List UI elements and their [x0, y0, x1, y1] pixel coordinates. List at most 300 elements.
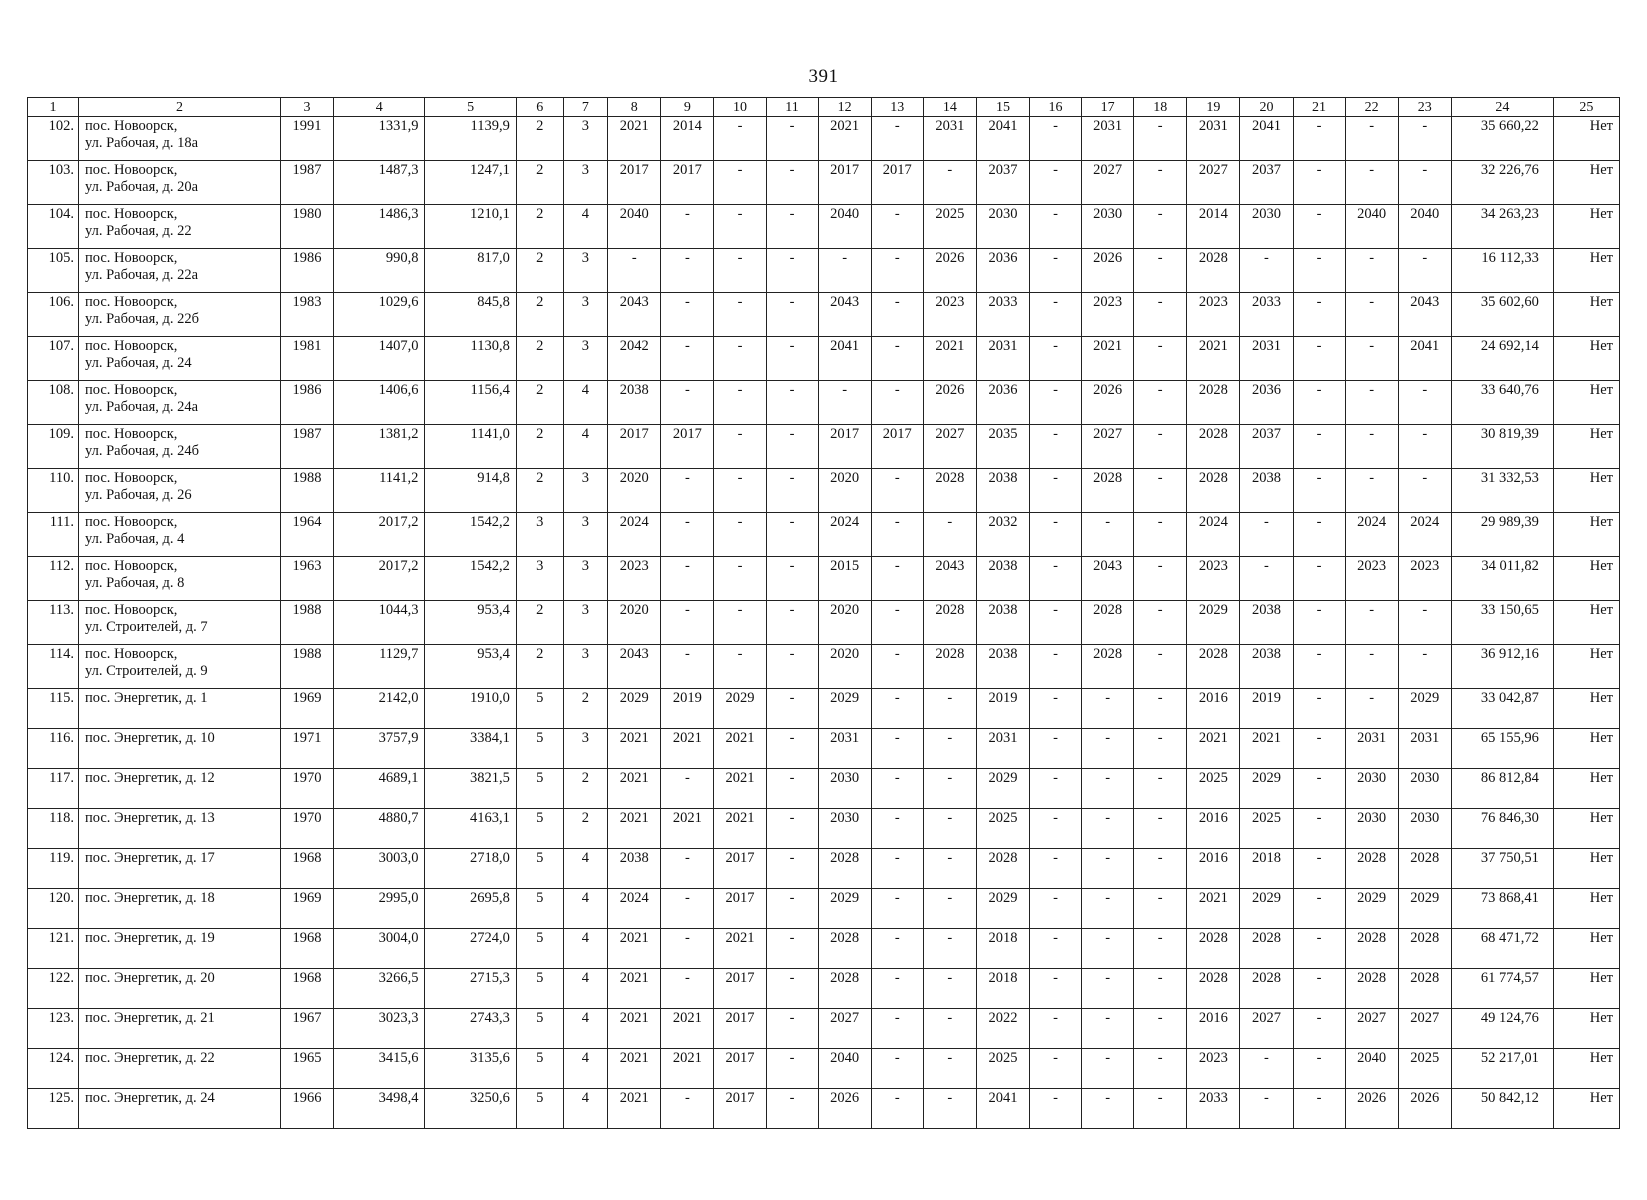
- table-cell: -: [871, 729, 923, 769]
- table-cell: 2037: [976, 161, 1029, 205]
- table-cell: -: [766, 969, 818, 1009]
- table-cell: 111.: [28, 513, 79, 557]
- table-cell: 3: [563, 729, 608, 769]
- table-cell: 2028: [1082, 601, 1134, 645]
- table-row: [28, 469, 1620, 513]
- table-cell: -: [1293, 889, 1345, 929]
- table-cell: пос. Энергетик, д. 19: [79, 929, 281, 969]
- table-cell: -: [1134, 337, 1187, 381]
- table-cell: 1141,2: [334, 469, 425, 513]
- table-cell: 2017: [714, 889, 766, 929]
- table-cell: 2019: [976, 689, 1029, 729]
- table-cell: 119.: [28, 849, 79, 889]
- table-cell: 1991: [280, 117, 333, 161]
- table-cell: 1156,4: [425, 381, 516, 425]
- table-cell: -: [923, 161, 976, 205]
- table-cell: Нет: [1553, 557, 1619, 601]
- table-cell: 817,0: [425, 249, 516, 293]
- table-cell: -: [1134, 1089, 1187, 1129]
- table-cell: Нет: [1553, 969, 1619, 1009]
- table-cell: 1406,6: [334, 381, 425, 425]
- table-cell: 2038: [1240, 601, 1293, 645]
- column-number: 11: [766, 98, 818, 117]
- table-cell: -: [1030, 205, 1082, 249]
- table-cell: 2028: [1082, 469, 1134, 513]
- table-cell: 4689,1: [334, 769, 425, 809]
- table-cell: -: [661, 469, 714, 513]
- table-cell: -: [1398, 161, 1451, 205]
- table-cell: пос. Энергетик, д. 10: [79, 729, 281, 769]
- table-cell: 2021: [608, 729, 661, 769]
- table-cell: Нет: [1553, 769, 1619, 809]
- table-cell: 2695,8: [425, 889, 516, 929]
- table-cell: -: [923, 769, 976, 809]
- table-cell: -: [1293, 249, 1345, 293]
- table-cell: 52 217,01: [1451, 1049, 1553, 1089]
- table-cell: 2038: [1240, 469, 1293, 513]
- table-cell: 2026: [818, 1089, 871, 1129]
- table-cell: -: [1293, 1009, 1345, 1049]
- table-cell: 2030: [1345, 769, 1398, 809]
- table-cell: 3: [563, 601, 608, 645]
- table-cell: -: [1030, 161, 1082, 205]
- table-cell: 990,8: [334, 249, 425, 293]
- table-cell: -: [871, 1009, 923, 1049]
- table-row: [28, 689, 1620, 729]
- table-cell: 2028: [1187, 929, 1240, 969]
- table-cell: 2019: [661, 689, 714, 729]
- table-cell: пос. Энергетик, д. 17: [79, 849, 281, 889]
- table-cell: 2030: [818, 769, 871, 809]
- table-cell: 2038: [1240, 645, 1293, 689]
- table-cell: -: [1134, 469, 1187, 513]
- table-cell: 5: [516, 689, 563, 729]
- table-cell: 2027: [923, 425, 976, 469]
- table-cell: -: [661, 337, 714, 381]
- table-cell: 73 868,41: [1451, 889, 1553, 929]
- table-cell: 118.: [28, 809, 79, 849]
- table-cell: 2026: [1398, 1089, 1451, 1129]
- table-cell: 2020: [818, 469, 871, 513]
- table-cell: 3: [563, 513, 608, 557]
- table-cell: 2027: [1240, 1009, 1293, 1049]
- table-cell: 2028: [923, 469, 976, 513]
- table-cell: Нет: [1553, 161, 1619, 205]
- table-cell: 2014: [1187, 205, 1240, 249]
- table-cell: -: [1345, 645, 1398, 689]
- table-cell: 2025: [976, 809, 1029, 849]
- column-number: 15: [976, 98, 1029, 117]
- table-cell: -: [1293, 425, 1345, 469]
- table-cell: 5: [516, 849, 563, 889]
- table-cell: пос. Новоорск, ул. Строителей, д. 7: [79, 601, 281, 645]
- table-cell: 2017: [608, 161, 661, 205]
- table-cell: -: [1240, 557, 1293, 601]
- table-cell: 31 332,53: [1451, 469, 1553, 513]
- table-cell: -: [1134, 249, 1187, 293]
- table-cell: -: [871, 337, 923, 381]
- table-cell: 33 042,87: [1451, 689, 1553, 729]
- table-cell: -: [1293, 729, 1345, 769]
- table-cell: -: [1293, 117, 1345, 161]
- table-cell: 2026: [923, 381, 976, 425]
- table-cell: -: [766, 513, 818, 557]
- table-cell: пос. Энергетик, д. 24: [79, 1089, 281, 1129]
- table-cell: 2025: [1187, 769, 1240, 809]
- table-cell: 2017: [714, 1089, 766, 1129]
- table-cell: 1966: [280, 1089, 333, 1129]
- table-cell: -: [871, 293, 923, 337]
- table-cell: -: [923, 1009, 976, 1049]
- table-cell: -: [1345, 469, 1398, 513]
- column-number: 22: [1345, 98, 1398, 117]
- table-cell: 2025: [976, 1049, 1029, 1089]
- table-cell: -: [714, 381, 766, 425]
- table-cell: 3: [563, 293, 608, 337]
- table-cell: 124.: [28, 1049, 79, 1089]
- table-cell: 5: [516, 769, 563, 809]
- table-cell: -: [871, 1049, 923, 1089]
- table-cell: 1980: [280, 205, 333, 249]
- table-cell: -: [871, 381, 923, 425]
- table-cell: -: [766, 809, 818, 849]
- table-cell: 2031: [976, 729, 1029, 769]
- column-number: 6: [516, 98, 563, 117]
- table-cell: -: [1240, 1049, 1293, 1089]
- table-cell: -: [661, 381, 714, 425]
- table-cell: 35 660,22: [1451, 117, 1553, 161]
- table-cell: 2041: [1240, 117, 1293, 161]
- table-cell: 2017,2: [334, 513, 425, 557]
- table-cell: -: [714, 469, 766, 513]
- table-cell: -: [871, 889, 923, 929]
- table-cell: 29 989,39: [1451, 513, 1553, 557]
- table-cell: -: [1082, 809, 1134, 849]
- table-cell: 5: [516, 809, 563, 849]
- table-cell: 2027: [1345, 1009, 1398, 1049]
- table-cell: Нет: [1553, 513, 1619, 557]
- table-cell: 2017: [871, 425, 923, 469]
- table-cell: 5: [516, 1009, 563, 1049]
- table-cell: 4: [563, 1049, 608, 1089]
- table-cell: 2021: [661, 1009, 714, 1049]
- table-cell: 1964: [280, 513, 333, 557]
- table-cell: -: [871, 689, 923, 729]
- table-cell: пос. Новоорск, ул. Рабочая, д. 4: [79, 513, 281, 557]
- table-cell: 2031: [1187, 117, 1240, 161]
- table-cell: -: [766, 557, 818, 601]
- table-cell: 2021: [1187, 337, 1240, 381]
- table-cell: 2023: [1187, 1049, 1240, 1089]
- table-cell: 2014: [661, 117, 714, 161]
- table-cell: 113.: [28, 601, 79, 645]
- table-cell: 2028: [1345, 929, 1398, 969]
- table-cell: 2029: [608, 689, 661, 729]
- table-cell: 2021: [714, 809, 766, 849]
- table-cell: -: [1134, 969, 1187, 1009]
- table-cell: Нет: [1553, 425, 1619, 469]
- table-cell: -: [714, 117, 766, 161]
- table-cell: -: [661, 293, 714, 337]
- table-cell: -: [661, 513, 714, 557]
- table-cell: 2038: [976, 645, 1029, 689]
- table-cell: Нет: [1553, 117, 1619, 161]
- table-cell: 2017: [714, 849, 766, 889]
- table-cell: 2029: [976, 769, 1029, 809]
- table-cell: 2: [516, 249, 563, 293]
- table-cell: -: [714, 425, 766, 469]
- table-cell: 953,4: [425, 645, 516, 689]
- column-number: 19: [1187, 98, 1240, 117]
- table-cell: -: [1030, 381, 1082, 425]
- table-row: [28, 557, 1620, 601]
- table-cell: 2016: [1187, 849, 1240, 889]
- table-cell: 2028: [1345, 849, 1398, 889]
- table-cell: 2035: [976, 425, 1029, 469]
- table-cell: 2028: [1345, 969, 1398, 1009]
- column-number: 8: [608, 98, 661, 117]
- table-row: [28, 889, 1620, 929]
- table-cell: -: [714, 645, 766, 689]
- column-number-row: [28, 98, 1620, 117]
- table-cell: Нет: [1553, 469, 1619, 513]
- table-cell: 2030: [1240, 205, 1293, 249]
- table-cell: 2028: [1082, 645, 1134, 689]
- table-cell: 2041: [976, 117, 1029, 161]
- table-cell: 1381,2: [334, 425, 425, 469]
- table-cell: 2030: [1082, 205, 1134, 249]
- table-cell: -: [1030, 557, 1082, 601]
- table-cell: -: [1134, 929, 1187, 969]
- table-cell: 61 774,57: [1451, 969, 1553, 1009]
- table-cell: 2038: [608, 849, 661, 889]
- table-cell: 3757,9: [334, 729, 425, 769]
- table-cell: -: [1293, 601, 1345, 645]
- table-cell: -: [661, 249, 714, 293]
- table-cell: 2029: [976, 889, 1029, 929]
- table-cell: 1965: [280, 1049, 333, 1089]
- table-cell: 121.: [28, 929, 79, 969]
- table-cell: 2038: [976, 601, 1029, 645]
- table-cell: 1969: [280, 889, 333, 929]
- table-cell: -: [766, 689, 818, 729]
- table-cell: 2021: [661, 809, 714, 849]
- table-cell: 2718,0: [425, 849, 516, 889]
- table-cell: 110.: [28, 469, 79, 513]
- table-cell: 2029: [1187, 601, 1240, 645]
- table-cell: 4: [563, 425, 608, 469]
- table-cell: 1983: [280, 293, 333, 337]
- table-cell: 2021: [818, 117, 871, 161]
- table-cell: пос. Энергетик, д. 12: [79, 769, 281, 809]
- table-cell: 3: [563, 117, 608, 161]
- table-cell: -: [1240, 513, 1293, 557]
- table-cell: 49 124,76: [1451, 1009, 1553, 1049]
- table-cell: 2030: [1398, 809, 1451, 849]
- table-row: [28, 729, 1620, 769]
- table-cell: 2024: [608, 513, 661, 557]
- table-cell: 2043: [818, 293, 871, 337]
- table-cell: -: [1345, 293, 1398, 337]
- table-cell: пос. Новоорск, ул. Рабочая, д. 24б: [79, 425, 281, 469]
- table-cell: -: [766, 337, 818, 381]
- table-row: [28, 117, 1620, 161]
- table-cell: 1910,0: [425, 689, 516, 729]
- table-cell: 5: [516, 889, 563, 929]
- table-cell: 2030: [976, 205, 1029, 249]
- table-cell: 2021: [608, 769, 661, 809]
- table-cell: 2021: [608, 969, 661, 1009]
- table-cell: 2033: [1187, 1089, 1240, 1129]
- table-cell: 2041: [976, 1089, 1029, 1129]
- table-row: [28, 809, 1620, 849]
- table-cell: 4: [563, 969, 608, 1009]
- page-number: 391: [808, 66, 839, 87]
- table-cell: -: [661, 849, 714, 889]
- table-cell: 120.: [28, 889, 79, 929]
- table-cell: 2023: [923, 293, 976, 337]
- table-cell: -: [1293, 513, 1345, 557]
- table-cell: -: [766, 889, 818, 929]
- table-cell: -: [871, 645, 923, 689]
- table-cell: 2043: [1082, 557, 1134, 601]
- table-cell: 3: [563, 161, 608, 205]
- table-cell: 2027: [1082, 425, 1134, 469]
- table-cell: -: [871, 557, 923, 601]
- table-cell: 2021: [1082, 337, 1134, 381]
- table-cell: -: [1030, 513, 1082, 557]
- table-cell: -: [1082, 849, 1134, 889]
- table-cell: -: [1030, 425, 1082, 469]
- table-cell: -: [1134, 205, 1187, 249]
- table-row: [28, 249, 1620, 293]
- table-cell: 2030: [1398, 769, 1451, 809]
- column-number: 16: [1030, 98, 1082, 117]
- table-cell: -: [1134, 117, 1187, 161]
- table-cell: 2031: [923, 117, 976, 161]
- table-cell: -: [871, 929, 923, 969]
- table-cell: -: [1134, 293, 1187, 337]
- table-cell: -: [714, 161, 766, 205]
- table-cell: 2026: [1082, 249, 1134, 293]
- table-cell: 1988: [280, 645, 333, 689]
- table-cell: -: [923, 1049, 976, 1089]
- table-cell: -: [1398, 249, 1451, 293]
- table-cell: 76 846,30: [1451, 809, 1553, 849]
- table-cell: 2021: [714, 769, 766, 809]
- table-cell: -: [1134, 809, 1187, 849]
- table-cell: 3498,4: [334, 1089, 425, 1129]
- table-cell: 109.: [28, 425, 79, 469]
- table-cell: 2016: [1187, 689, 1240, 729]
- table-cell: -: [1030, 469, 1082, 513]
- table-cell: Нет: [1553, 809, 1619, 849]
- table-cell: 2029: [1240, 889, 1293, 929]
- table-cell: Нет: [1553, 337, 1619, 381]
- table-cell: 1970: [280, 809, 333, 849]
- table-cell: 2017: [714, 1009, 766, 1049]
- table-cell: 125.: [28, 1089, 79, 1129]
- column-number: 9: [661, 98, 714, 117]
- table-cell: 3: [563, 249, 608, 293]
- table-cell: -: [923, 929, 976, 969]
- table-cell: -: [871, 601, 923, 645]
- table-cell: 2021: [714, 929, 766, 969]
- table-row: [28, 381, 1620, 425]
- column-number: 17: [1082, 98, 1134, 117]
- table-cell: 2028: [818, 929, 871, 969]
- table-cell: 1029,6: [334, 293, 425, 337]
- table-cell: -: [1293, 381, 1345, 425]
- table-cell: 1130,8: [425, 337, 516, 381]
- table-cell: -: [1030, 1089, 1082, 1129]
- table-cell: 2027: [1082, 161, 1134, 205]
- table-cell: Нет: [1553, 929, 1619, 969]
- table-cell: Нет: [1553, 601, 1619, 645]
- table-cell: -: [1345, 117, 1398, 161]
- table-cell: 1141,0: [425, 425, 516, 469]
- table-row: [28, 161, 1620, 205]
- table-cell: -: [766, 425, 818, 469]
- table-cell: 34 263,23: [1451, 205, 1553, 249]
- table-cell: -: [766, 249, 818, 293]
- table-cell: 2017: [818, 425, 871, 469]
- table-cell: -: [1293, 645, 1345, 689]
- table-cell: -: [1134, 161, 1187, 205]
- table-cell: -: [1030, 601, 1082, 645]
- table-cell: -: [661, 601, 714, 645]
- table-cell: 2715,3: [425, 969, 516, 1009]
- table-cell: 2018: [976, 969, 1029, 1009]
- table-cell: 5: [516, 929, 563, 969]
- table-cell: Нет: [1553, 249, 1619, 293]
- table-cell: 123.: [28, 1009, 79, 1049]
- table-cell: 1967: [280, 1009, 333, 1049]
- table-cell: 2030: [818, 809, 871, 849]
- table-cell: 2020: [608, 469, 661, 513]
- table-cell: -: [661, 769, 714, 809]
- table-cell: -: [1082, 1049, 1134, 1089]
- table-cell: 1968: [280, 929, 333, 969]
- table-cell: 2: [563, 809, 608, 849]
- column-number: 13: [871, 98, 923, 117]
- table-cell: 2031: [976, 337, 1029, 381]
- table-cell: пос. Энергетик, д. 21: [79, 1009, 281, 1049]
- table-cell: -: [923, 809, 976, 849]
- table-cell: 3: [563, 337, 608, 381]
- table-cell: Нет: [1553, 1089, 1619, 1129]
- table-cell: 2030: [1345, 809, 1398, 849]
- table-cell: -: [1293, 1089, 1345, 1129]
- table-cell: 953,4: [425, 601, 516, 645]
- table-cell: 1542,2: [425, 513, 516, 557]
- table-cell: -: [714, 205, 766, 249]
- table-cell: -: [1082, 889, 1134, 929]
- table-cell: -: [1293, 337, 1345, 381]
- table-cell: -: [871, 469, 923, 513]
- table-cell: 3821,5: [425, 769, 516, 809]
- table-cell: Нет: [1553, 645, 1619, 689]
- table-cell: -: [766, 1089, 818, 1129]
- table-cell: -: [1082, 969, 1134, 1009]
- table-cell: пос. Новоорск, ул. Рабочая, д. 26: [79, 469, 281, 513]
- table-cell: -: [871, 249, 923, 293]
- table-cell: 2028: [1398, 929, 1451, 969]
- table-cell: -: [1293, 161, 1345, 205]
- table-cell: 2029: [1398, 689, 1451, 729]
- table-cell: 5: [516, 969, 563, 1009]
- table-cell: 2021: [608, 809, 661, 849]
